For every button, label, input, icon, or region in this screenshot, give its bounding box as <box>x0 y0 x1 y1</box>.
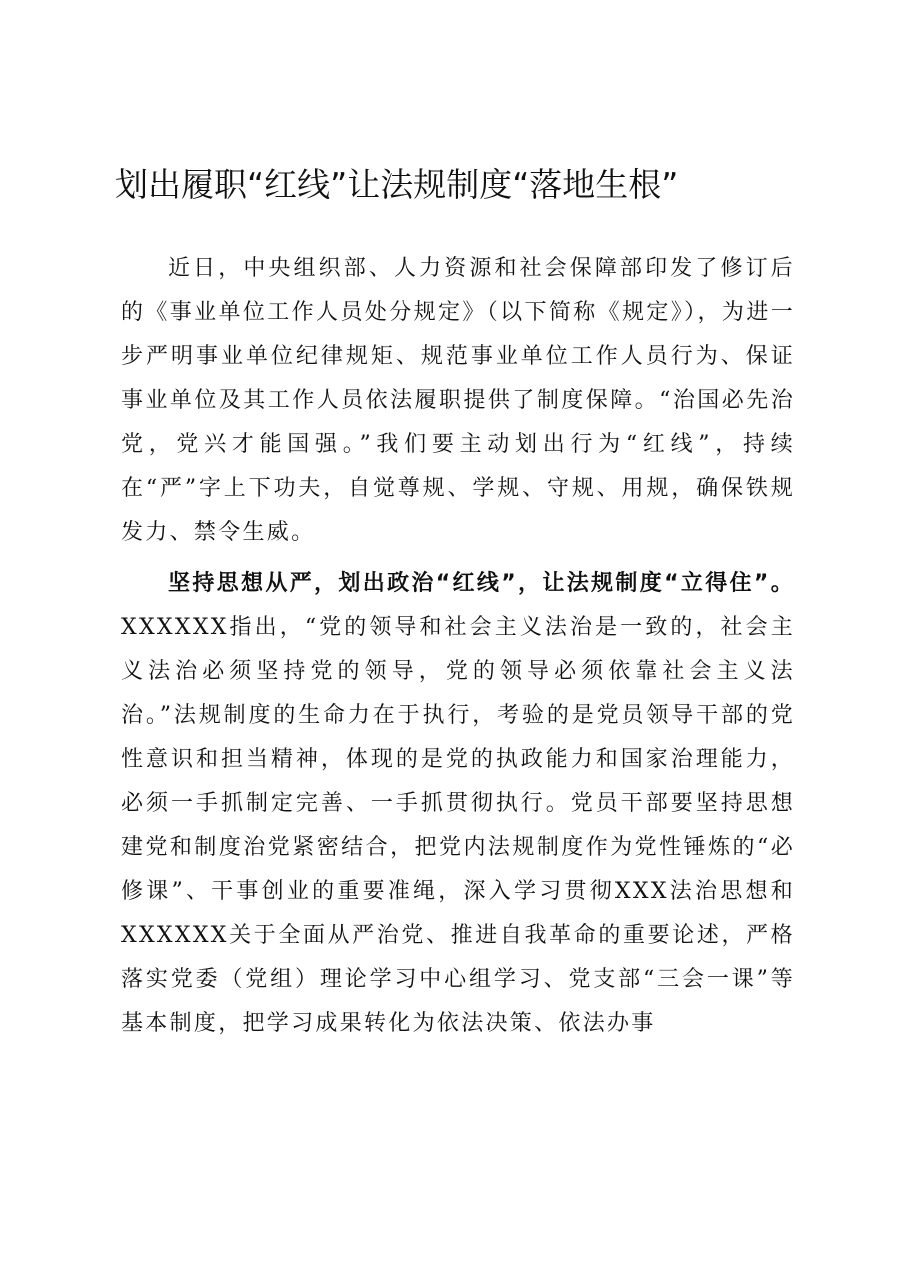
document-title: 划出履职“红线”让法规制度“落地生根” <box>115 165 679 204</box>
document-body <box>121 247 795 1046</box>
paragraph-intro <box>121 247 795 555</box>
paragraph-lead: 坚持思想从严，划出政治“红线”，让法规制度“立得住”。 <box>168 571 795 596</box>
paragraph-section-1 <box>121 562 795 1046</box>
paragraph-text: 近日，中央组织部、人力资源和社会保障部印发了修订后的《事业单位工作人员处分规定》（以下简称《规定》），为进一步严明事业单位纪律规矩、规范事业单位工作人员行为、保证事业单位及其工作人员依法履职提供了制度保障。“治国必先治党，党兴才能国强。”我们要主动划出行为“红线”，持续在“严”字上下功夫，自觉尊规、学规、守规、用规，确保铁规发力、禁令生威。 <box>121 256 795 545</box>
paragraph-text: XXXXXX指出，“党的领导和社会主义法治是一致的，社会主义法治必须坚持党的领导，党的领导必须依靠社会主义法治。”法规制度的生命力在于执行，考验的是党员领导干部的党性意识和担当精神，体现的是党的执政能力和国家治理能力，必须一手抓制定完善、一手抓贯彻执行。党员干部要坚持思想建党和制度治党紧密结合，把党内法规制度作为党性锤炼的“必修课”、干事创业的重要准绳，深入学习贯彻XXX法治思想和XXXXXX关于全面从严治党、推进自我革命的重要论述，严格落实党委（党组）理论学习中心组学习、党支部“三会一课”等基本制度，把学习成果转化为依法决策、依法办事 <box>121 615 795 1036</box>
